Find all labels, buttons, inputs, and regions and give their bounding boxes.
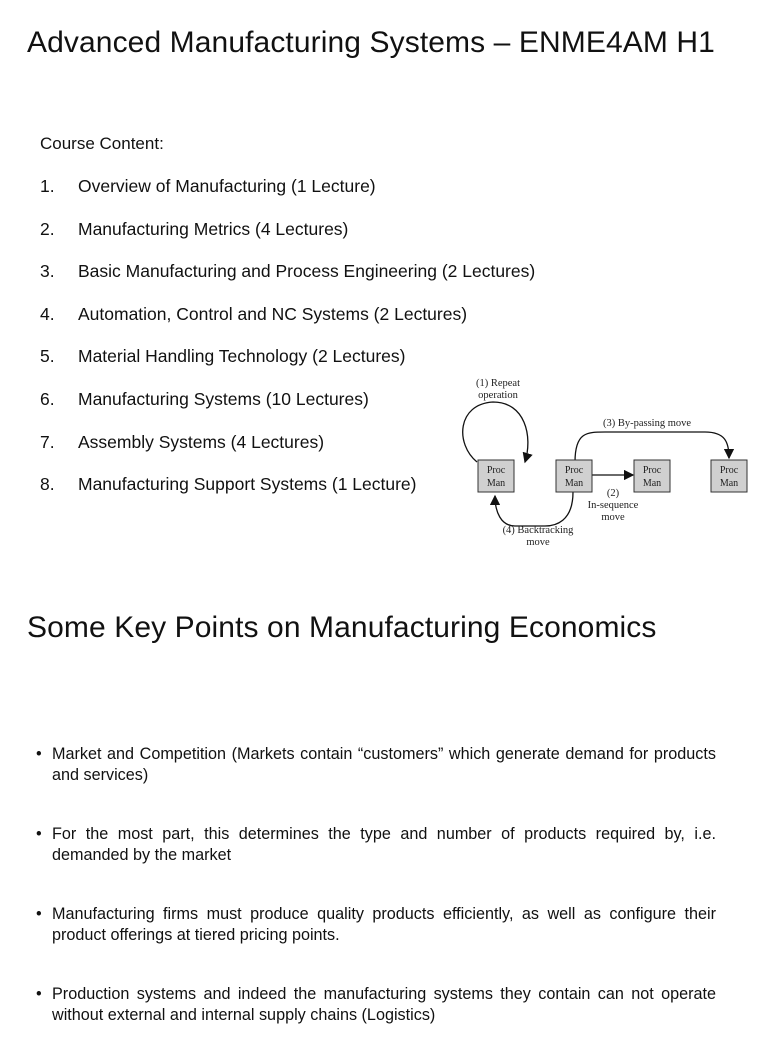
process-box [556, 460, 592, 492]
bullet-text: For the most part, this determines the type and number of products required by, i.e. demanded by the market [52, 825, 716, 864]
box-label-line2: Man [486, 478, 506, 489]
item-text: Manufacturing Support Systems (1 Lecture) [78, 474, 417, 495]
item-number: 7. [40, 431, 55, 452]
repeat-label-line1: (1) Repeat [475, 378, 521, 389]
insequence-label-line1: (2) [606, 488, 620, 499]
list-item [36, 744, 716, 824]
backtracking-arrow [495, 492, 573, 526]
course-content-label: Course Content: [40, 134, 164, 153]
item-text: Material Handling Technology (2 Lectures) [78, 346, 406, 367]
item-number: 2. [40, 218, 55, 239]
item-number: 3. [40, 261, 55, 282]
insequence-label-line3: move [601, 512, 625, 523]
bullet-glyph: • [36, 825, 42, 843]
item-text: Basic Manufacturing and Process Engineering (2 Lectures) [78, 261, 536, 282]
backtrack-label-line1: (4) Backtracking [502, 525, 574, 536]
insequence-label-line2: In-sequence [587, 500, 639, 511]
item-number: 6. [40, 388, 55, 409]
list-item [36, 824, 716, 904]
list-item [36, 904, 716, 984]
bypassing-arrow [575, 432, 729, 462]
box-label-line1: Proc [564, 465, 584, 476]
box-label-line2: Man [564, 478, 584, 489]
key-points-list [36, 744, 716, 1064]
bullet-text: Manufacturing firms must produce quality products efficiently, as well as configure their product offerings at tiered pricing points. [52, 905, 716, 944]
item-text: Overview of Manufacturing (1 Lecture) [78, 176, 376, 196]
material-flow-diagram [455, 372, 751, 552]
item-text: Manufacturing Systems (10 Lectures) [78, 388, 369, 409]
bullet-glyph: • [36, 985, 42, 1003]
item-text: Automation, Control and NC Systems (2 Lectures) [78, 303, 468, 324]
bullet-glyph: • [36, 905, 42, 923]
box-label-line1: Proc [486, 465, 506, 476]
box-label-line2: Man [642, 478, 662, 489]
bullet-text: Market and Competition (Markets contain “customers” which generate demand for products and services) [52, 745, 716, 784]
bullet-glyph: • [36, 745, 42, 763]
slide-2-title: Some Key Points on Manufacturing Economics [27, 611, 657, 644]
item-number: 8. [40, 474, 55, 495]
item-text: Manufacturing Metrics (4 Lectures) [78, 218, 349, 239]
repeat-label-line2: operation [478, 390, 518, 401]
process-box [711, 460, 747, 492]
slide-1-title: Advanced Manufacturing Systems – ENME4AM H1 [27, 26, 715, 59]
box-label-line1: Proc [642, 465, 662, 476]
item-number: 5. [40, 346, 55, 367]
process-box [634, 460, 670, 492]
process-box [478, 460, 514, 492]
item-text: Assembly Systems (4 Lectures) [78, 431, 325, 452]
item-number: 4. [40, 303, 55, 324]
box-label-line1: Proc [719, 465, 739, 476]
bypass-label: (3) By-passing move [602, 418, 692, 429]
backtrack-label-line2: move [526, 537, 550, 548]
item-number: 1. [40, 176, 55, 196]
box-label-line2: Man [719, 478, 739, 489]
list-item [36, 984, 716, 1064]
repeat-loop-arrow [463, 402, 528, 462]
bullet-text: Production systems and indeed the manufacturing systems they contain can not operate without external and internal supply chains (Logistics) [52, 985, 716, 1024]
